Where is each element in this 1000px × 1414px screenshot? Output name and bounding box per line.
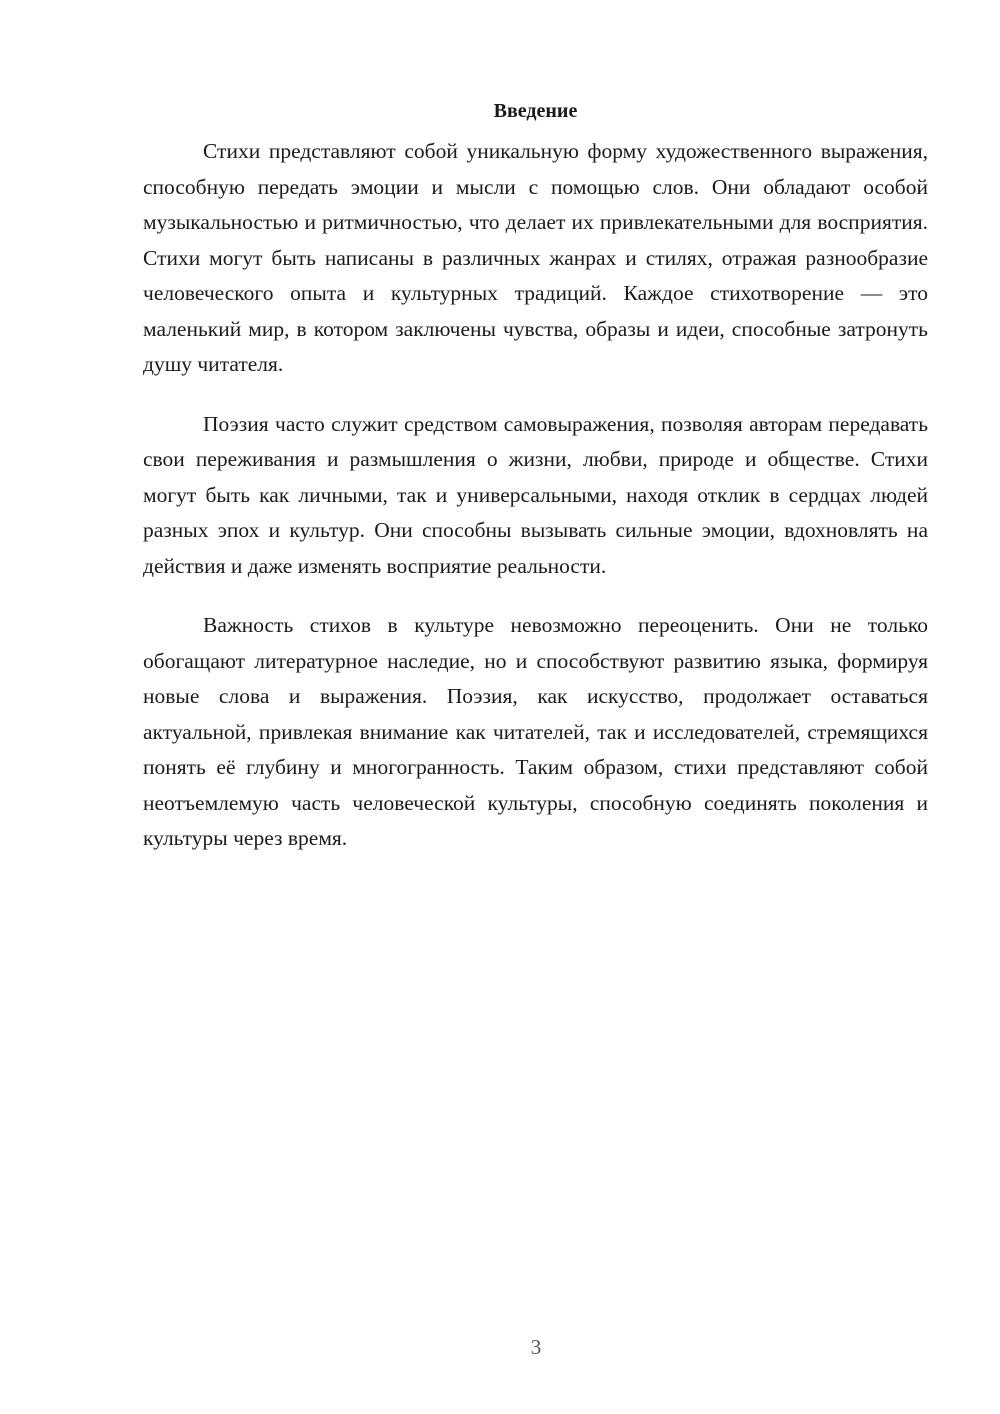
page-number: 3 — [530, 1335, 542, 1359]
paragraph-1: Стихи представляют собой уникальную форму художественного выражения, способную передать эмоции и мысли с помощью слов. Они обладают особой музыкальностью и ритмичностью, что делает их привлекательными для восприятия. Стихи могут быть написаны в различных жанрах и стилях, отражая разнообразие человеческого опыта и культурных традиций. Каждое стихотворение — это маленький мир, в котором заключены чувства, образы и идеи, способные затронуть душу читателя. — [143, 139, 928, 376]
section-heading: Введение — [493, 100, 578, 122]
paragraph-2: Поэзия часто служит средством самовыражения, позволяя авторам передавать свои переживания и размышления о жизни, любви, природе и обществе. Стихи могут быть как личными, так и универсальными, находя отклик в сердцах людей разных эпох и культур. Они способны вызывать сильные эмоции, вдохновлять на действия и даже изменять восприятие реальности. — [143, 411, 928, 578]
paragraph-3: Важность стихов в культуре невозможно переоценить. Они не только обогащают литературное наследие, но и способствуют развитию языка, формируя новые слова и выражения. Поэзия, как искусство, продолжает оставаться актуальной, привлекая внимание как читателей, так и исследователей, стремящихся понять её глубину и многогранность. Таким образом, стихи представляют собой неотъемлемую часть человеческой культуры, способную соединять поколения и культуры через время. — [143, 613, 928, 850]
page-content — [143, 93, 928, 881]
